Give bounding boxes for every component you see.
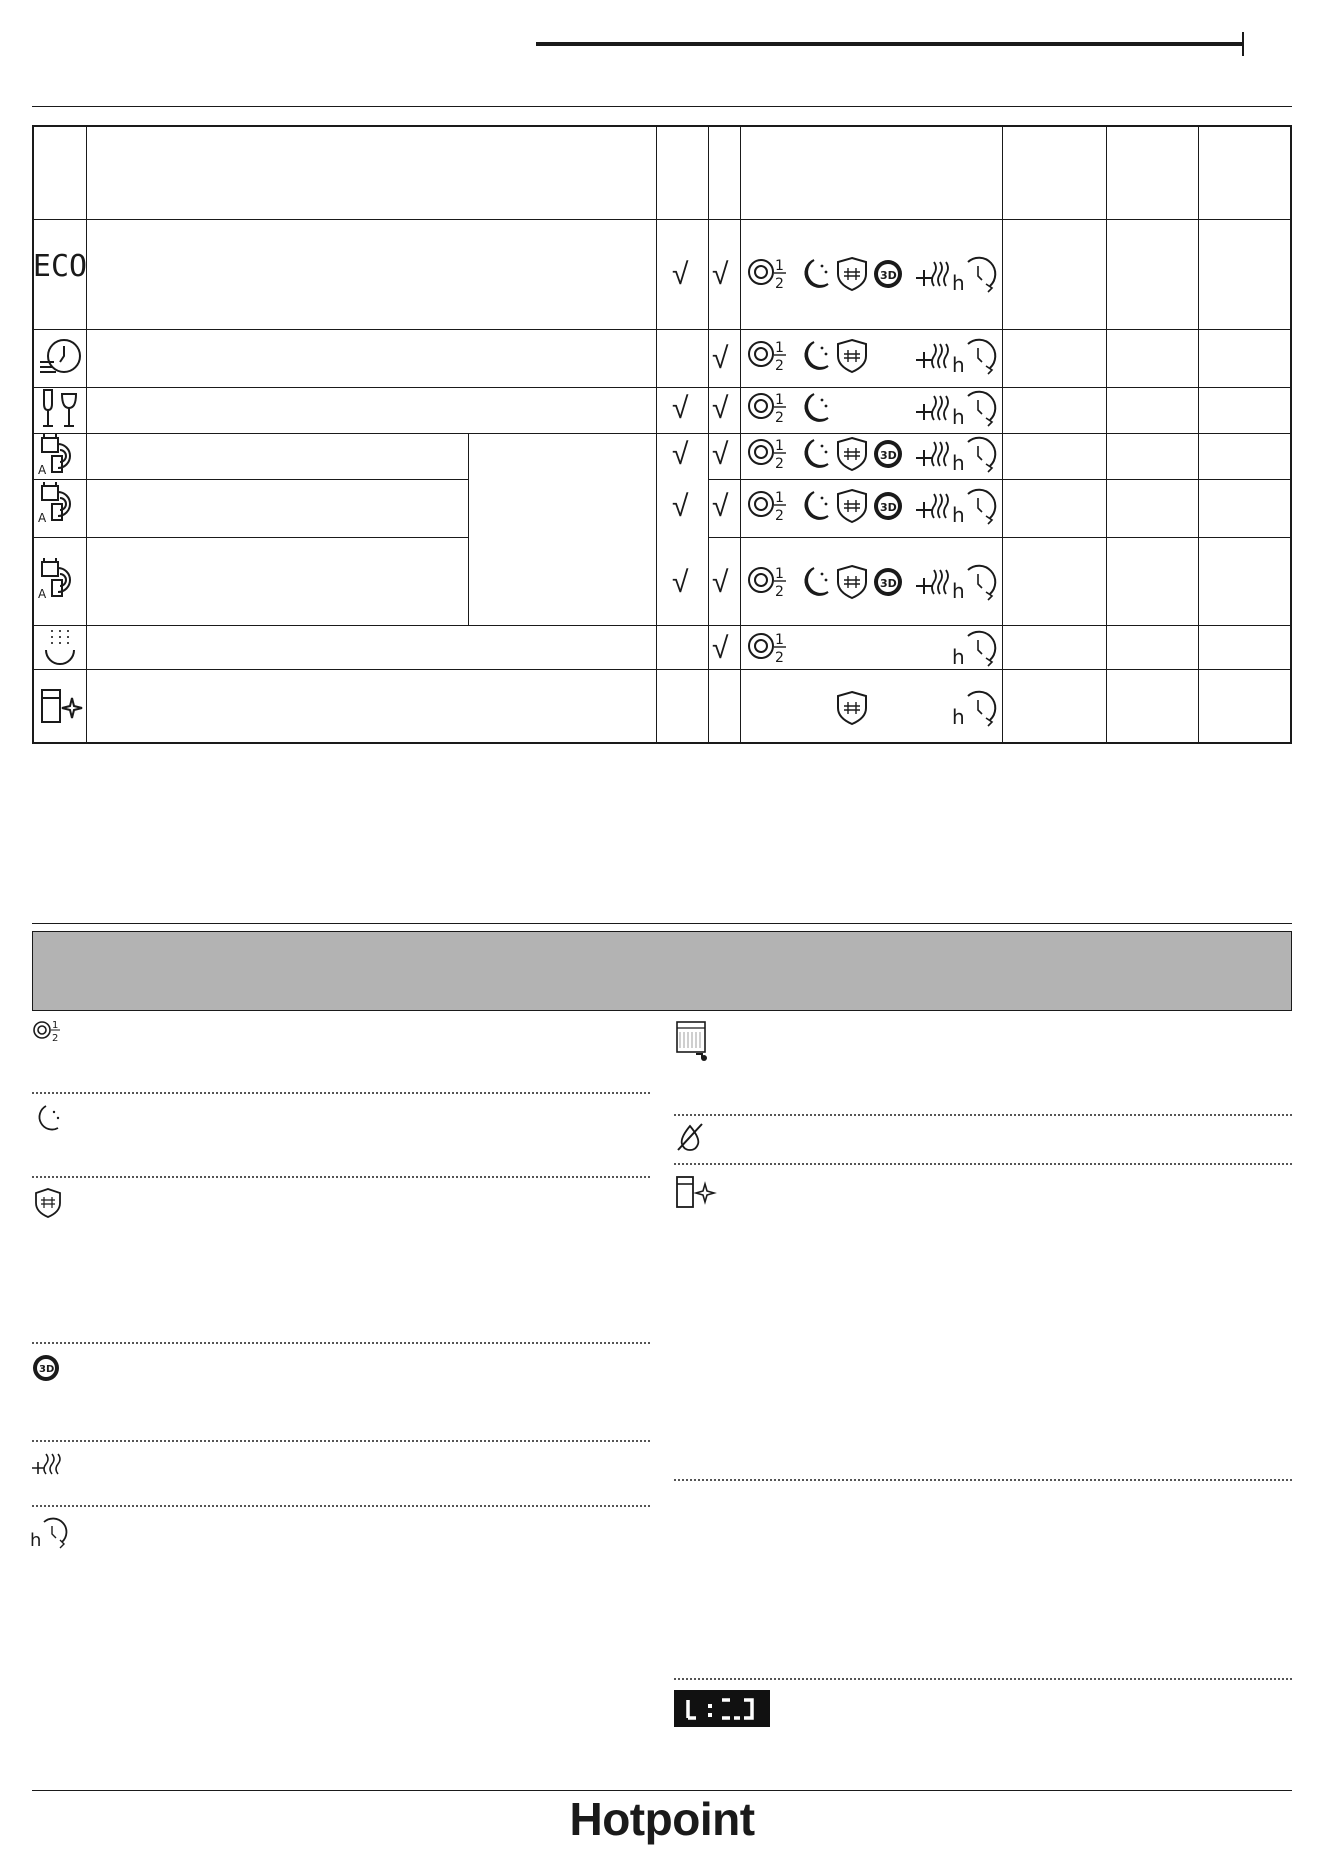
- check-mark: √: [712, 258, 729, 291]
- night-icon: [32, 1102, 66, 1136]
- extra-dry-icon: [916, 396, 948, 420]
- night-icon: [806, 342, 828, 369]
- table-row-divider: [708, 537, 1290, 538]
- svg-text:2: 2: [775, 276, 784, 292]
- svg-text:2: 2: [775, 650, 784, 666]
- delay-start-icon: [952, 692, 995, 728]
- dotted-separator: [32, 1505, 650, 1507]
- night-icon: [806, 568, 828, 595]
- top-rule: [32, 106, 1292, 107]
- prewash-icon: [42, 628, 78, 668]
- delay-start-icon: [952, 438, 995, 474]
- delay-start-icon: [952, 632, 995, 668]
- table-sub-divider: [468, 433, 469, 625]
- display-icon: [674, 1690, 770, 1727]
- check-mark: √: [712, 342, 729, 375]
- table-row-divider: [34, 329, 1290, 330]
- 3d-zone-icon: [30, 1352, 64, 1386]
- night-icon: [806, 440, 828, 467]
- svg-text:3D: 3D: [880, 269, 897, 282]
- glass-care-icon: [38, 388, 82, 430]
- svg-text:h: h: [952, 405, 965, 428]
- svg-text:2: 2: [775, 508, 784, 524]
- hygiene-icon: [838, 566, 866, 598]
- svg-text:1: 1: [775, 490, 784, 506]
- half-load-icon: [749, 566, 786, 600]
- hygiene-icon: [838, 258, 866, 290]
- table-row-divider: [34, 387, 1290, 388]
- svg-text:2: 2: [775, 410, 784, 426]
- brand-logo: Hotpoint: [569, 1793, 755, 1845]
- half-load-icon: [32, 1018, 72, 1048]
- svg-text:h: h: [952, 353, 965, 376]
- option-icons-row: [746, 562, 1006, 602]
- svg-text:h: h: [952, 271, 965, 294]
- dotted-separator: [32, 1342, 650, 1344]
- quick-wash-icon: [36, 334, 84, 378]
- svg-text:h: h: [952, 705, 965, 728]
- check-mark: √: [672, 258, 689, 291]
- option-icons-row: [746, 486, 1006, 526]
- header-tick: [1242, 32, 1244, 56]
- delay-start-icon: [952, 490, 995, 526]
- svg-text:1: 1: [775, 632, 784, 648]
- table-row-divider: [34, 433, 1290, 434]
- svg-text:h: h: [30, 1530, 42, 1550]
- check-mark: √: [712, 566, 729, 599]
- section-rule: [32, 923, 1292, 924]
- svg-text:3D: 3D: [880, 577, 897, 590]
- option-icons-row: [746, 254, 1006, 294]
- hygiene-icon: [838, 490, 866, 522]
- dotted-separator: [674, 1114, 1292, 1116]
- hygiene-icon: [838, 340, 866, 372]
- svg-text:A: A: [38, 587, 47, 600]
- svg-text:1: 1: [775, 438, 784, 454]
- dotted-separator: [32, 1440, 650, 1442]
- half-load-icon: [749, 340, 786, 374]
- 3d-zone-icon: [874, 260, 902, 288]
- svg-text:3D: 3D: [880, 501, 897, 514]
- extra-dry-icon: [916, 494, 948, 518]
- check-mark: √: [672, 490, 689, 523]
- 3d-zone-icon: [874, 568, 902, 596]
- auto-programme-icon: [36, 432, 86, 476]
- extra-dry-icon: [30, 1450, 66, 1480]
- half-load-icon: [749, 392, 786, 426]
- table-row-divider: [708, 479, 1290, 480]
- check-mark: √: [712, 392, 729, 425]
- half-load-icon: [749, 490, 786, 524]
- machine-clean-icon: [38, 686, 86, 726]
- option-icons-row: [746, 628, 1006, 668]
- extra-dry-icon: [916, 570, 948, 594]
- table-row-divider: [34, 479, 468, 480]
- hygiene-icon: [32, 1186, 64, 1220]
- 3d-zone-icon: [874, 440, 902, 468]
- programme-table: [32, 125, 1292, 744]
- half-load-icon: [749, 258, 786, 292]
- check-mark: √: [712, 438, 729, 471]
- hygiene-icon: [838, 438, 866, 470]
- 3d-zone-icon: [874, 492, 902, 520]
- no-rinse-aid-icon: [674, 1120, 706, 1154]
- table-row-divider: [34, 625, 1290, 626]
- half-load-icon: [749, 632, 786, 666]
- delay-start-icon: [30, 1516, 70, 1550]
- check-mark: √: [712, 490, 729, 523]
- option-icons-row: [746, 688, 1006, 728]
- svg-text:1: 1: [775, 340, 784, 356]
- dotted-separator: [32, 1092, 650, 1094]
- delay-start-icon: [952, 392, 995, 428]
- svg-text:2: 2: [52, 1033, 59, 1044]
- table-row-divider: [656, 669, 740, 670]
- header-rule: [536, 42, 1242, 46]
- dotted-separator: [674, 1678, 1292, 1680]
- check-mark: √: [712, 632, 729, 665]
- eco-label: ECO: [32, 249, 88, 284]
- dishwasher-door-icon: [674, 1018, 714, 1064]
- delay-start-icon: [952, 258, 995, 294]
- check-mark: √: [672, 566, 689, 599]
- svg-text:A: A: [38, 511, 47, 524]
- extra-dry-icon: [916, 344, 948, 368]
- half-load-icon: [749, 438, 786, 472]
- extra-dry-icon: [916, 262, 948, 286]
- option-icons-row: [746, 336, 1006, 376]
- svg-text:3D: 3D: [39, 1364, 55, 1375]
- delay-start-icon: [952, 566, 995, 602]
- auto-programme-icon: [36, 480, 86, 524]
- svg-text:h: h: [952, 503, 965, 526]
- svg-text:1: 1: [775, 566, 784, 582]
- svg-text:3D: 3D: [880, 449, 897, 462]
- machine-clean-icon: [674, 1174, 720, 1210]
- night-icon: [806, 260, 828, 287]
- svg-text:2: 2: [775, 456, 784, 472]
- option-icons-row: [746, 434, 1006, 474]
- svg-text:2: 2: [775, 358, 784, 374]
- svg-text:1: 1: [52, 1020, 59, 1031]
- table-row-divider: [34, 537, 468, 538]
- extra-dry-icon: [916, 442, 948, 466]
- check-mark: √: [672, 392, 689, 425]
- night-icon: [806, 492, 828, 519]
- hygiene-icon: [838, 692, 866, 724]
- options-heading-band: [32, 931, 1292, 1011]
- svg-text:A: A: [38, 463, 47, 476]
- svg-text:2: 2: [775, 584, 784, 600]
- dotted-separator: [32, 1176, 650, 1178]
- option-icons-row: [746, 388, 1006, 428]
- night-icon: [806, 394, 828, 421]
- svg-text:1: 1: [775, 392, 784, 408]
- svg-text:h: h: [952, 451, 965, 474]
- dotted-separator: [674, 1163, 1292, 1165]
- svg-text:1: 1: [775, 258, 784, 274]
- svg-text:h: h: [952, 645, 965, 668]
- table-row-divider: [34, 219, 1290, 220]
- auto-programme-icon: [36, 556, 86, 600]
- dotted-separator: [674, 1479, 1292, 1481]
- delay-start-icon: [952, 340, 995, 376]
- svg-text:h: h: [952, 579, 965, 602]
- check-mark: √: [672, 438, 689, 471]
